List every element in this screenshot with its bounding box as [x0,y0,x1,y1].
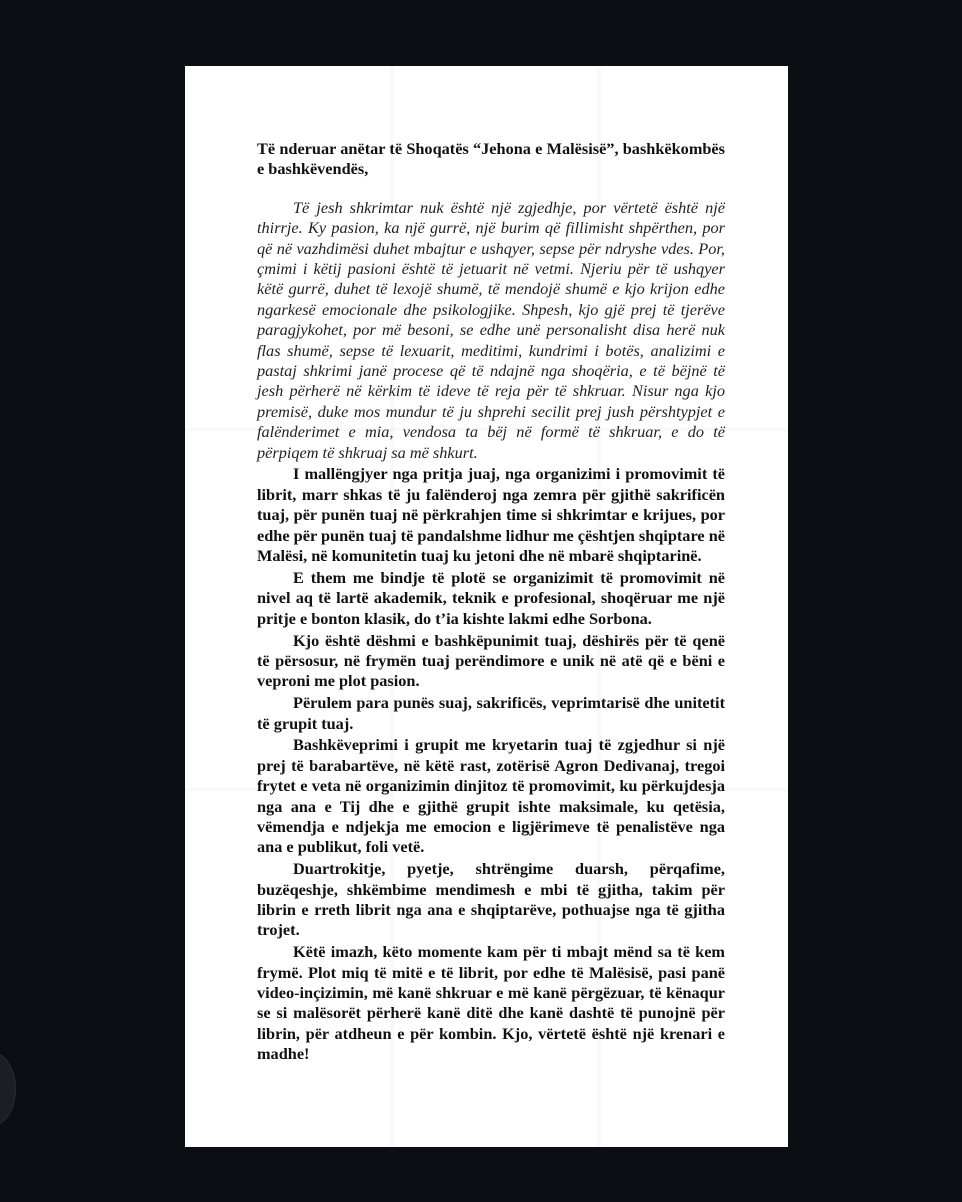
greeting: Të nderuar anëtar të Shoqatës “Jehona e Malësisë”, bashkëkombës e bashkëvendës, [257,139,725,179]
paragraph: Përulem para punës suaj, sakrificës, veprimtarisë dhe unitetit të grupit tuaj. [257,693,725,733]
side-nav-button[interactable] [0,1052,16,1126]
intro-paragraph: Të jesh shkrimtar nuk është një zgjedhje, por vërtetë është një thirrje. Ky pasion, ka një gurrë, një burim që fillimisht shpërthen, por që në vazhdimësi duhet mbajtur e ushqyer, sepse për ndryshe vdes. Por, çmimi i këtij pasioni është të jetuarit në vetmi. Njeriu për të ushqyer këtë gurrë, duhet të lexojë shumë, të mendojë shumë e kjo krijon edhe ngarkesë emocionale dhe psikologjike. Shpesh, kjo gjë prej të tjerëve paragjykohet, por më besoni, se edhe unë personalisht disa herë nuk flas shumë, sepse të lexuarit, meditimi, kundrimi i botës, analizimi e pastaj shkrimi janë procese që të ndajnë nga shoqëria, e të bëjnë të jesh përherë në kërkim të ideve të reja për të shkruar. Nisur nga kjo premisë, duke mos mundur të ju shprehi secilit prej jush përshtypjet e falënderimet e mia, vendosa ta bëj në formë të shkruar, e do të përpiqem të shkruaj sa më shkurt. [257,197,725,462]
paragraph: Këtë imazh, këto momente kam për ti mbajt mënd sa të kem frymë. Plot miq të mitë e të librit, por edhe të Malësisë, pasi panë video-inçizimin, më kanë shkruar e më kanë përgëzuar, të kënaqur se si malësorët përherë kanë ditë dhe kanë dashtë të punojnë për librin, për atdheun e për kombin. Kjo, vërtetë është një krenari e madhe! [257,942,725,1064]
paragraph: Kjo është dëshmi e bashkëpunimit tuaj, dëshirës për të qenë të përsosur, në frymën tuaj perëndimore e unik në atë që e bëni e vepronі me plot pasion. [257,630,725,691]
paragraph: I mallëngjyer nga pritja juaj, nga organizimi i promovimit të librit, marr shkas të ju falënderoj nga zemra për gjithë sakrificën tuaj, për punën tuaj në përkrahjen time si shkrimtar e krijues, por edhe për punën tuaj të pandalshme lidhur me çështjen shqiptare në Malësi, në komunitetin tuaj ku jetoni dhe në mbarë shqiptarinë. [257,464,725,566]
paragraph: Bashkëveprimi i grupit me kryetarin tuaj të zgjedhur si një prej të barabartëve, në këtë rast, zotërisë Agron Dedivanaj, tregoi frytet e veta në organizimin dinjitoz të promovimit, ku përkujdesja nga ana e Tij dhe e gjithë grupit ishte maksimale, ku qetësia, vëmendja e ndjekja me emocion e ligjërimeve të penalistëve nga ana e publikut, foli vetë. [257,735,725,857]
paragraph: Duartrokitje, pyetje, shtrëngime duarsh, përqafime, buzëqeshje, shkëmbime mendimesh e mbi të gjitha, takim për librin e rreth librit nga ana e shqiptarëve, pothuajse nga të gjitha trojet. [257,859,725,940]
document-page [185,66,788,1147]
letter-body [257,139,725,1065]
paragraph: E them me bindje të plotë se organizimit të promovimit në nivel aq të lartë akademik, teknik e profesional, shoqëruar me një pritje e bonton klasik, do t’ia kishte lakmi edhe Sorbona. [257,567,725,628]
